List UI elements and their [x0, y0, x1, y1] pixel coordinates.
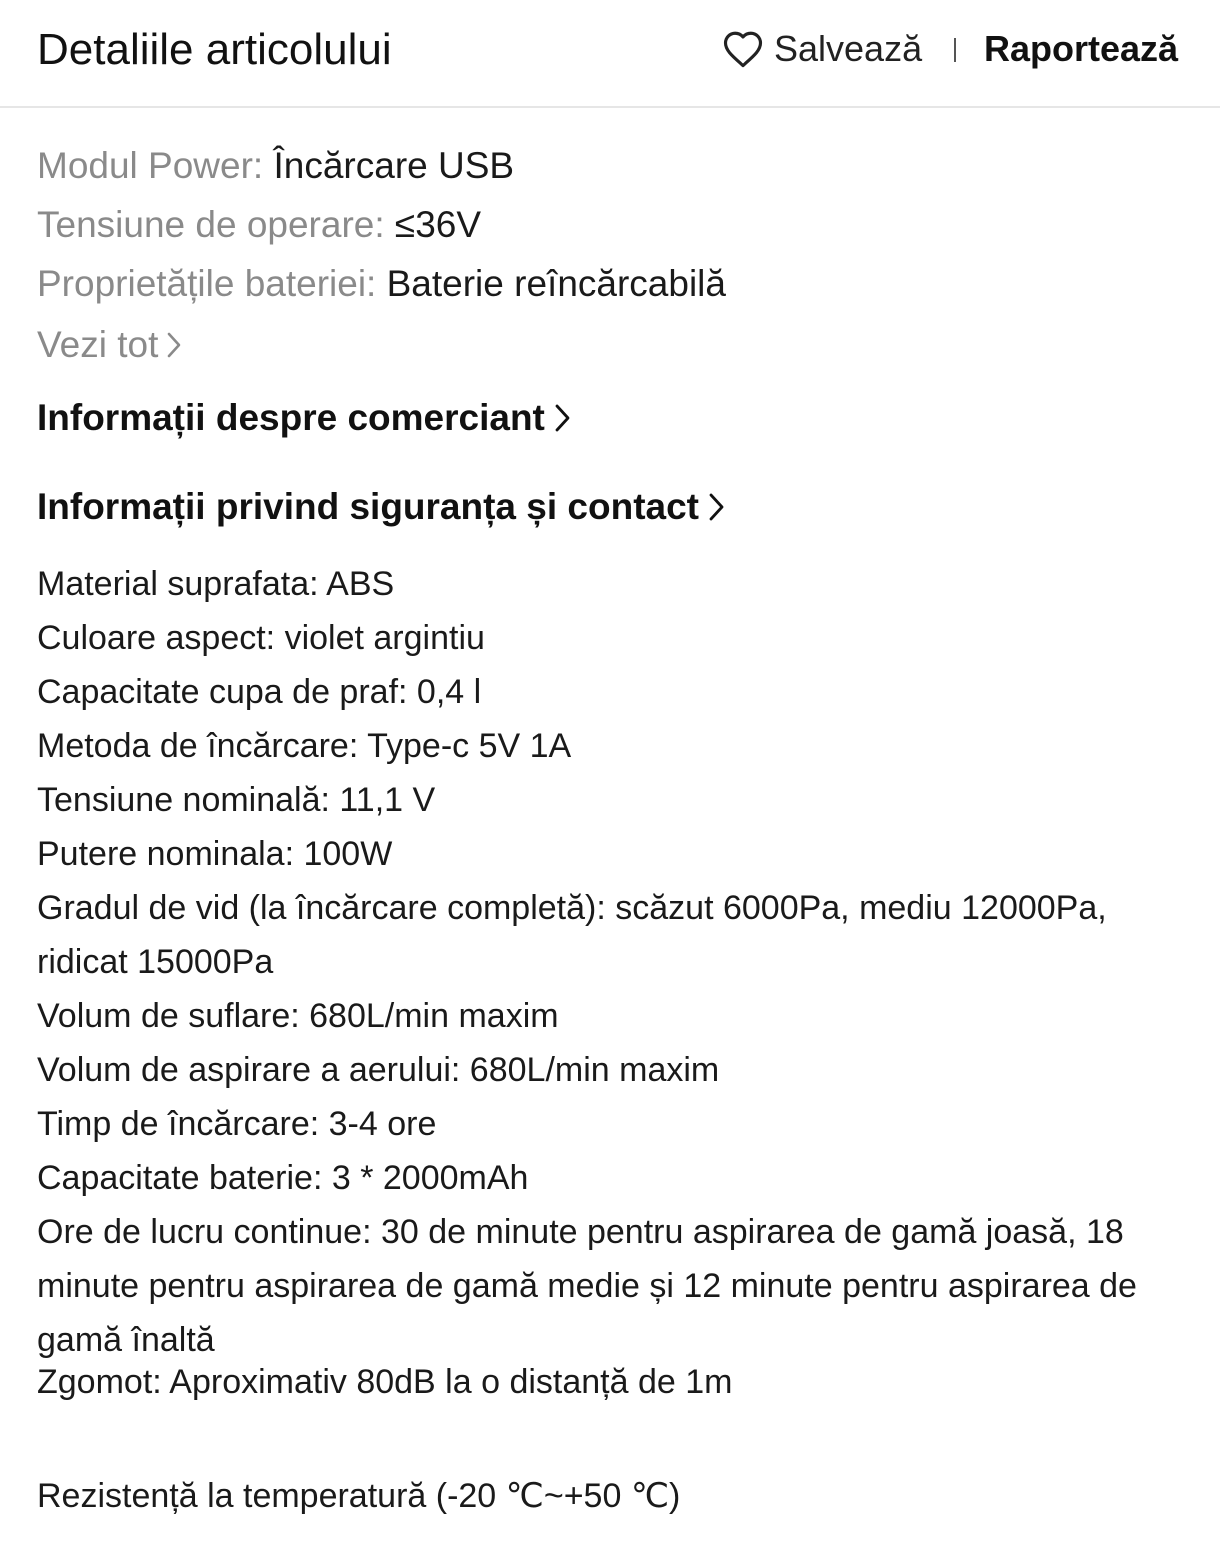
description-line: Capacitate baterie: 3 * 2000mAh	[37, 1159, 529, 1197]
description-line: Rezistență la temperatură (-20 ℃~+50 ℃)	[37, 1477, 681, 1515]
chevron-right-icon	[166, 331, 182, 359]
spec-row-power-mode	[37, 136, 1187, 195]
spec-row-operating-voltage	[37, 195, 1187, 254]
spec-list	[37, 136, 1187, 313]
safety-contact-label: Informații privind siguranța și contact	[37, 486, 699, 527]
safety-contact-link[interactable]	[37, 482, 725, 532]
product-description	[37, 557, 1187, 1523]
description-line: Tensiune nominală: 11,1 V	[37, 781, 436, 819]
spec-value: ≤36V	[394, 204, 482, 245]
spec-key: Tensiune de operare:	[37, 204, 385, 245]
description-line: Culoare aspect: violet argintiu	[37, 619, 485, 657]
description-line: Putere nominala: 100W	[37, 835, 393, 873]
header-divider	[954, 38, 956, 62]
description-line: Timp de încărcare: 3-4 ore	[37, 1105, 437, 1143]
see-all-link[interactable]	[37, 322, 182, 368]
description-line: Gradul de vid (la încărcare completă): scăzut 6000Pa, mediu 12000Pa, ridicat 15000Pa	[37, 889, 1107, 981]
description-line: Volum de aspirare a aerului: 680L/min maxim	[37, 1051, 720, 1089]
save-label: Salvează	[774, 28, 923, 69]
description-line: Material suprafata: ABS	[37, 565, 395, 603]
merchant-info-label: Informații despre comerciant	[37, 397, 545, 438]
chevron-right-icon	[707, 492, 725, 522]
chevron-right-icon	[553, 403, 571, 433]
description-line: Ore de lucru continue: 30 de minute pentru aspirarea de gamă joasă, 18 minute pentru aspirarea de gamă medie și 12 minute pentru aspirarea de gamă înaltă	[37, 1213, 1137, 1359]
merchant-info-link[interactable]	[37, 393, 571, 443]
description-line: Metoda de încărcare: Type-c 5V 1A	[37, 727, 572, 765]
spec-value: Baterie reîncărcabilă	[386, 263, 726, 304]
heart-outline-icon	[722, 29, 764, 69]
header-bar	[0, 0, 1220, 108]
see-all-label: Vezi tot	[37, 324, 159, 365]
report-button[interactable]: Raportează	[984, 28, 1179, 69]
spec-value: Încărcare USB	[273, 145, 515, 186]
description-line: Zgomot: Aproximativ 80dB la o distanță de 1m	[37, 1363, 733, 1401]
spec-row-battery-properties	[37, 254, 1187, 313]
spec-key: Modul Power:	[37, 145, 264, 186]
spec-key: Proprietățile bateriei:	[37, 263, 377, 304]
description-line: Volum de suflare: 680L/min maxim	[37, 997, 559, 1035]
save-button[interactable]	[722, 26, 922, 72]
page-title: Detaliile articolului	[37, 25, 392, 74]
description-line: Capacitate cupa de praf: 0,4 l	[37, 673, 482, 711]
